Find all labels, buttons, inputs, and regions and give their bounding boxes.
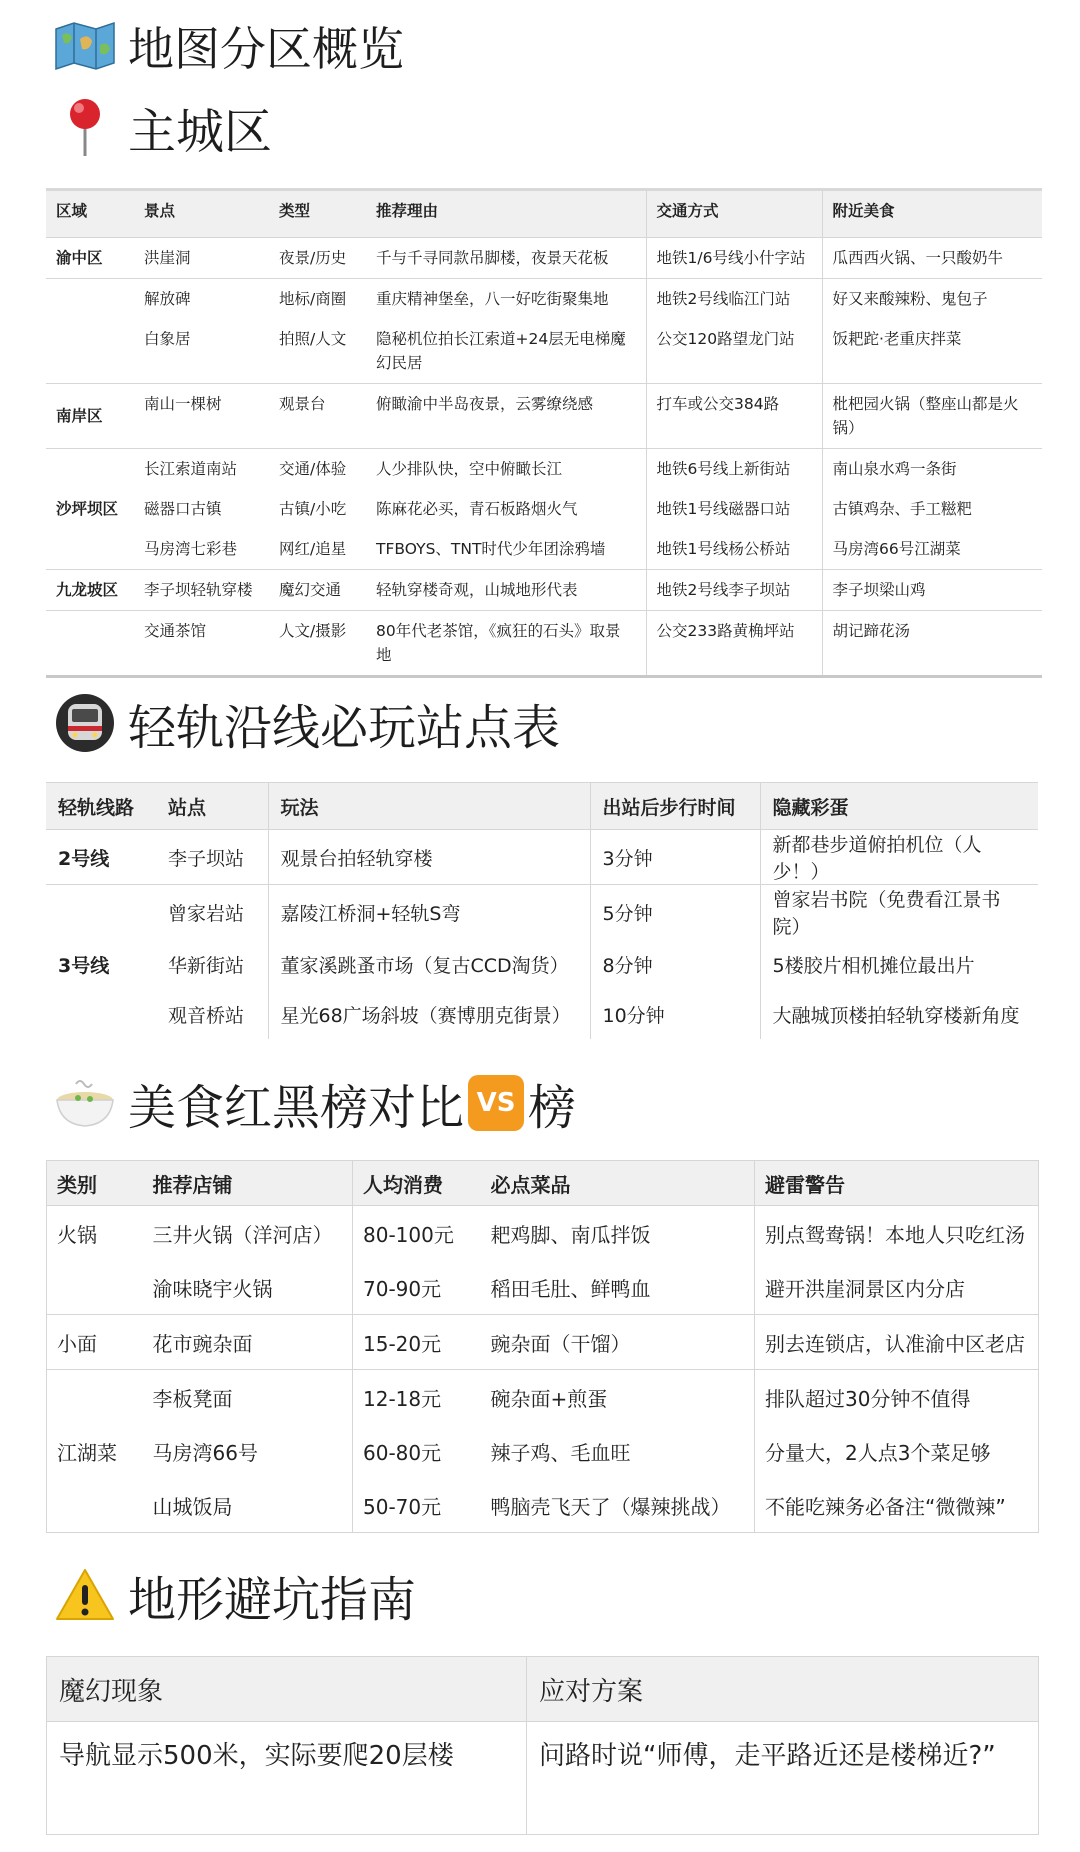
table-cell: 12-18元 bbox=[353, 1370, 481, 1425]
noodle-bowl-icon bbox=[52, 1071, 118, 1135]
table-cell: 公交120路望龙门站 bbox=[646, 319, 822, 384]
table-cell: 轻轨穿楼奇观，山城地形代表 bbox=[366, 570, 646, 611]
table-row bbox=[47, 1424, 1039, 1478]
region-cell bbox=[46, 611, 134, 677]
region-cell: 沙坪坝区 bbox=[56, 500, 119, 518]
table-row bbox=[47, 1370, 1039, 1425]
table-cell: 南山一棵树 bbox=[134, 384, 269, 449]
region-cell bbox=[46, 449, 134, 490]
table-header-row bbox=[46, 783, 1038, 830]
category-cell bbox=[47, 1260, 143, 1315]
table-cell: 花市豌杂面 bbox=[143, 1315, 353, 1370]
table-cell: 地铁1/6号线小什字站 bbox=[646, 238, 822, 279]
header-price: 人均消费 bbox=[353, 1161, 481, 1206]
table-cell: 隐秘机位拍长江索道+24层无电梯魔幻民居 bbox=[376, 330, 626, 372]
table-cell: 导航显示500米，实际要爬20层楼 bbox=[59, 1741, 454, 1771]
table-row bbox=[46, 570, 1042, 611]
header-warning: 避雷警告 bbox=[755, 1161, 1039, 1206]
table-row bbox=[46, 939, 1038, 989]
metro-icon bbox=[52, 691, 118, 755]
line-cell: 3号线 bbox=[58, 954, 110, 977]
table-cell: 打车或公交384路 bbox=[646, 384, 822, 449]
header-phenomenon: 魔幻现象 bbox=[47, 1657, 527, 1722]
vs-badge-icon: VS bbox=[468, 1075, 524, 1131]
region-cell bbox=[46, 319, 134, 384]
header-solution: 应对方案 bbox=[527, 1657, 1039, 1722]
table-row bbox=[46, 279, 1042, 320]
header-category: 类别 bbox=[47, 1161, 143, 1206]
food-heading: 美食红黑榜对比 VS 榜 bbox=[52, 1068, 576, 1138]
table-cell: 8分钟 bbox=[590, 939, 760, 989]
table-cell: 夜景/历史 bbox=[269, 238, 366, 279]
table-cell: 地铁6号线上新街站 bbox=[646, 449, 822, 490]
table-cell: 排队超过30分钟不值得 bbox=[755, 1370, 1039, 1425]
table-cell: 地铁2号线李子坝站 bbox=[646, 570, 822, 611]
table-row bbox=[47, 1206, 1039, 1261]
table-cell: 华新街站 bbox=[168, 954, 245, 977]
table-cell: 曾家岩站 bbox=[156, 885, 268, 940]
header-easter-egg: 隐藏彩蛋 bbox=[760, 783, 1038, 830]
header-attraction: 景点 bbox=[134, 190, 269, 238]
table-header-row bbox=[47, 1161, 1039, 1206]
header-type: 类型 bbox=[269, 190, 366, 238]
table-cell: 3分钟 bbox=[590, 830, 760, 885]
table-row bbox=[46, 989, 1038, 1039]
table-cell: 古镇鸡杂、手工糍粑 bbox=[822, 489, 1042, 529]
page-title: 地图分区概览 bbox=[52, 14, 404, 78]
table-cell: 马房湾66号 bbox=[152, 1440, 258, 1465]
main-city-heading: 主城区 bbox=[52, 92, 272, 162]
table-cell: 渝味晓宇火锅 bbox=[152, 1276, 273, 1301]
light-rail-heading: 轻轨沿线必玩站点表 bbox=[52, 688, 560, 758]
table-cell: 瓜西西火锅、一只酸奶牛 bbox=[822, 238, 1042, 279]
table-cell: 人文/摄影 bbox=[269, 611, 366, 677]
table-cell: 长江索道南站 bbox=[134, 449, 269, 490]
header-shop: 推荐店铺 bbox=[143, 1161, 353, 1206]
category-cell bbox=[47, 1370, 143, 1425]
table-cell: 马房湾七彩巷 bbox=[144, 540, 238, 558]
table-cell: 避开洪崖洞景区内分店 bbox=[755, 1260, 1039, 1315]
line-cell: 2号线 bbox=[58, 847, 110, 870]
table-cell: 地铁2号线临江门站 bbox=[646, 279, 822, 320]
region-cell bbox=[46, 529, 134, 570]
table-cell: 嘉陵江桥洞+轻轨S弯 bbox=[268, 885, 590, 940]
terrain-table bbox=[46, 1656, 1039, 1835]
table-cell: 魔幻交通 bbox=[269, 570, 366, 611]
table-header-row bbox=[47, 1657, 1039, 1722]
table-cell: 不能吃辣务必备注“微微辣” bbox=[755, 1478, 1039, 1533]
table-cell: 观音桥站 bbox=[168, 1004, 245, 1027]
table-row bbox=[47, 1722, 1039, 1835]
table-cell: 星光68广场斜坡（赛博朋克街景） bbox=[268, 989, 590, 1039]
table-cell: 80年代老茶馆，《疯狂的石头》取景地 bbox=[366, 611, 646, 677]
table-cell: 碗杂面+煎蛋 bbox=[481, 1370, 755, 1425]
table-cell: 50-70元 bbox=[353, 1478, 481, 1533]
table-cell: 网红/追星 bbox=[279, 540, 347, 558]
table-cell: 俯瞰渝中半岛夜景，云雾缭绕感 bbox=[366, 384, 646, 449]
table-cell: 观景台 bbox=[269, 384, 366, 449]
category-cell: 小面 bbox=[47, 1315, 143, 1370]
table-cell: 新都巷步道俯拍机位（人少！） bbox=[760, 830, 1038, 885]
table-cell: 10分钟 bbox=[590, 989, 760, 1039]
table-cell: 15-20元 bbox=[353, 1315, 481, 1370]
table-cell: 陈麻花必买，青石板路烟火气 bbox=[376, 500, 578, 518]
region-cell: 九龙坡区 bbox=[46, 570, 134, 611]
table-row bbox=[46, 885, 1038, 940]
region-cell: 渝中区 bbox=[46, 238, 134, 279]
table-row bbox=[47, 1315, 1039, 1370]
header-region: 区域 bbox=[46, 190, 134, 238]
table-cell: 拍照/人文 bbox=[279, 330, 347, 348]
table-cell: 李子坝梁山鸡 bbox=[822, 570, 1042, 611]
warning-icon bbox=[52, 1563, 118, 1627]
table-row bbox=[47, 1478, 1039, 1533]
table-row bbox=[46, 529, 1042, 570]
table-cell: 公交233路黄桷坪站 bbox=[646, 611, 822, 677]
table-cell: 80-100元 bbox=[353, 1206, 481, 1261]
table-cell: 李子坝轻轨穿楼 bbox=[134, 570, 269, 611]
table-cell: 三井火锅（洋河店） bbox=[152, 1222, 333, 1247]
table-cell: 豌杂面（干馏） bbox=[481, 1315, 755, 1370]
table-cell: 5分钟 bbox=[590, 885, 760, 940]
table-cell: 鸭脑壳飞天了（爆辣挑战） bbox=[490, 1494, 731, 1519]
table-cell: 古镇/小吃 bbox=[279, 500, 347, 518]
header-food: 附近美食 bbox=[822, 190, 1042, 238]
header-line: 轻轨线路 bbox=[46, 783, 156, 830]
food-table bbox=[46, 1160, 1039, 1533]
light-rail-table bbox=[46, 782, 1038, 1039]
table-cell: 重庆精神堡垒，八一好吃街聚集地 bbox=[366, 279, 646, 320]
table-cell: 磁器口古镇 bbox=[144, 500, 222, 518]
table-cell: 李子坝站 bbox=[168, 847, 245, 870]
terrain-heading: 地形避坑指南 bbox=[52, 1560, 416, 1630]
table-cell: 马房湾66号江湖菜 bbox=[822, 529, 1042, 570]
table-cell: 人少排队快，空中俯瞰长江 bbox=[366, 449, 646, 490]
table-cell: 交通/体验 bbox=[269, 449, 366, 490]
round-pushpin-icon bbox=[52, 95, 118, 159]
table-cell: 千与千寻同款吊脚楼，夜景天花板 bbox=[366, 238, 646, 279]
table-cell: 分量大，2人点3个菜足够 bbox=[755, 1424, 1039, 1478]
table-row bbox=[46, 449, 1042, 490]
table-cell: 好又来酸辣粉、鬼包子 bbox=[822, 279, 1042, 320]
map-icon bbox=[52, 14, 118, 78]
table-cell: 地标/商圈 bbox=[269, 279, 366, 320]
header-station: 站点 bbox=[156, 783, 268, 830]
table-cell: 枇杷园火锅（整座山都是火锅） bbox=[822, 384, 1042, 449]
table-row bbox=[46, 611, 1042, 677]
header-transport: 交通方式 bbox=[646, 190, 822, 238]
table-cell: 地铁1号线磁器口站 bbox=[646, 489, 822, 529]
table-row bbox=[47, 1260, 1039, 1315]
table-cell: 70-90元 bbox=[353, 1260, 481, 1315]
table-cell: TFBOYS、TNT时代少年团涂鸦墙 bbox=[376, 540, 606, 558]
table-cell: 饭耙跎·老重庆拌菜 bbox=[822, 319, 1042, 384]
line-cell bbox=[46, 885, 156, 940]
region-cell bbox=[46, 279, 134, 320]
table-row bbox=[46, 238, 1042, 279]
header-walk-time: 出站后步行时间 bbox=[590, 783, 760, 830]
header-activity: 玩法 bbox=[268, 783, 590, 830]
table-cell: 60-80元 bbox=[353, 1424, 481, 1478]
category-cell: 火锅 bbox=[57, 1222, 97, 1247]
table-cell: 地铁1号线杨公桥站 bbox=[646, 529, 822, 570]
table-cell: 胡记蹄花汤 bbox=[822, 611, 1042, 677]
table-row bbox=[46, 489, 1042, 529]
table-cell: 洪崖洞 bbox=[134, 238, 269, 279]
table-cell: 解放碑 bbox=[134, 279, 269, 320]
district-overview-table bbox=[46, 188, 1042, 678]
table-cell: 稻田毛肚、鲜鸭血 bbox=[490, 1276, 651, 1301]
table-cell: 曾家岩书院（免费看江景书院） bbox=[760, 885, 1038, 940]
table-header-row bbox=[46, 190, 1042, 238]
table-cell: 别去连锁店，认准渝中区老店 bbox=[755, 1315, 1039, 1370]
table-cell: 观景台拍轻轨穿楼 bbox=[268, 830, 590, 885]
table-cell: 山城饭局 bbox=[152, 1494, 233, 1519]
table-row bbox=[46, 319, 1042, 384]
table-cell: 别点鸳鸯锅！本地人只吃红汤 bbox=[755, 1206, 1039, 1261]
region-cell: 南岸区 bbox=[46, 384, 134, 449]
table-row bbox=[46, 830, 1038, 885]
header-dishes: 必点菜品 bbox=[481, 1161, 755, 1206]
category-cell: 江湖菜 bbox=[57, 1440, 117, 1465]
table-cell: 问路时说“师傅，走平路近还是楼梯近?” bbox=[527, 1722, 1039, 1835]
table-cell: 耙鸡脚、南瓜拌饭 bbox=[490, 1222, 651, 1247]
table-cell: 南山泉水鸡一条街 bbox=[822, 449, 1042, 490]
table-cell: 李板凳面 bbox=[143, 1370, 353, 1425]
table-row bbox=[46, 384, 1042, 449]
table-cell: 5楼胶片相机摊位最出片 bbox=[760, 939, 1038, 989]
table-cell: 大融城顶楼拍轻轨穿楼新角度 bbox=[760, 989, 1038, 1039]
table-cell: 董家溪跳蚤市场（复古CCD淘货） bbox=[268, 939, 590, 989]
line-cell bbox=[46, 989, 156, 1039]
header-reason: 推荐理由 bbox=[366, 190, 646, 238]
table-cell: 白象居 bbox=[144, 330, 191, 348]
table-cell: 交通茶馆 bbox=[134, 611, 269, 677]
table-cell: 辣子鸡、毛血旺 bbox=[490, 1440, 631, 1465]
category-cell bbox=[47, 1478, 143, 1533]
